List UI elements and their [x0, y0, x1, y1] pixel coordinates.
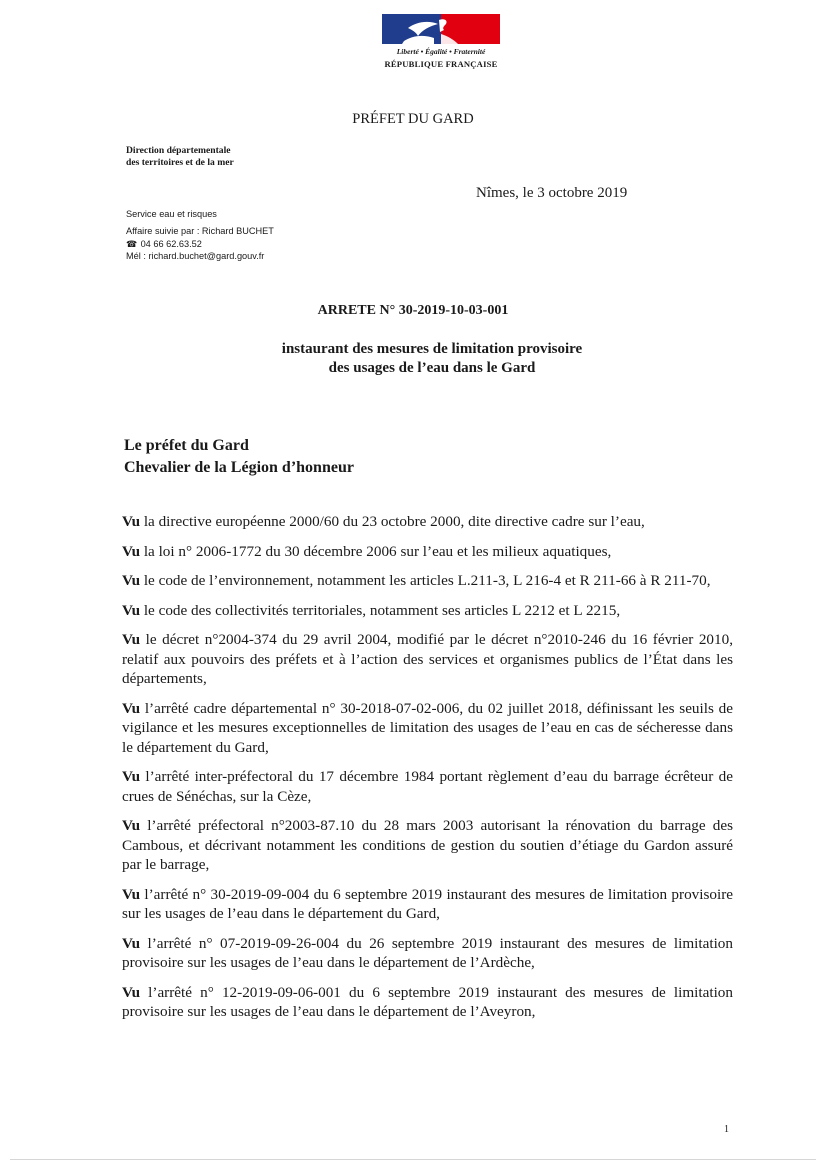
- motto: Liberté • Égalité • Fraternité: [396, 47, 486, 56]
- visa-paragraph: [122, 934, 733, 973]
- phone-line: [126, 238, 274, 250]
- visa-text: le décret n°2004-374 du 29 avril 2004, modifié par le décret n°2010-246 du 16 février 2010, relatif aux pouvoirs des préfets et à l’action des services et organismes publics de l’État dans les départements,: [122, 631, 733, 687]
- visa-vu: Vu: [122, 699, 141, 717]
- prefecture-title: PRÉFET DU GARD: [352, 111, 474, 127]
- visa-vu: Vu: [122, 768, 141, 785]
- visa-text: l’arrêté préfectoral n°2003-87.10 du 28 mars 2003 autorisant la rénovation du barrage des Cambous, et décrivant notamment les conditions de gestion du soutien d’étiage du Gardon assuré par le barrage,: [122, 817, 733, 873]
- visa-paragraph: [122, 571, 733, 591]
- visa-paragraph: [122, 601, 733, 621]
- authority-line2: Chevalier de la Légion d’honneur: [124, 459, 354, 476]
- visa-vu: Vu: [122, 934, 141, 952]
- direction-line1: Direction départementale: [126, 145, 231, 156]
- visa-text: l’arrêté cadre départemental n° 30-2018-07-02-006, du 02 juillet 2018, définissant les seuils de vigilance et les mesures exceptionnelles de limitation des usages de l’eau en cas de sécheresse dans le département du Gard,: [122, 699, 733, 756]
- visa-paragraph: [122, 630, 733, 689]
- visa-text: le code des collectivités territoriales, notamment ses articles L 2212 et L 2215,: [140, 601, 621, 619]
- visa-text: l’arrêté inter-préfectoral du 17 décembre 1984 portant règlement d’eau du barrage écrêteur de crues de Sénéchas, sur la Cèze,: [122, 768, 733, 805]
- phone-number: 04 66 62.63.52: [140, 238, 202, 249]
- visa-paragraph: [122, 885, 733, 924]
- contact-block: [126, 208, 274, 262]
- affaire-suivie: Affaire suivie par : Richard BUCHET: [126, 226, 274, 237]
- arrete-number: ARRETE N° 30-2019-10-03-001: [317, 303, 509, 318]
- visa-paragraph: [122, 699, 733, 758]
- service-name: Service eau et risques: [126, 209, 217, 219]
- arrete-title-line2: des usages de l’eau dans le Gard: [328, 360, 536, 376]
- telephone-icon: ☎: [126, 238, 138, 249]
- visa-text: l’arrêté n° 12-2019-09-06-001 du 6 septembre 2019 instaurant des mesures de limitation provisoire sur les usages de l’eau dans le département de l’Aveyron,: [122, 983, 733, 1020]
- visa-vu: Vu: [122, 885, 141, 903]
- visa-paragraph: [122, 512, 733, 532]
- authority-block: [124, 435, 354, 479]
- visa-vu: Vu: [122, 542, 141, 560]
- marianne-logo-icon: [382, 14, 500, 44]
- visa-text: l’arrêté n° 30-2019-09-004 du 6 septembre 2019 instaurant des mesures de limitation provisoire sur les usages de l’eau dans le département du Gard,: [122, 885, 733, 922]
- visa-vu: Vu: [122, 631, 141, 648]
- visa-vu: Vu: [122, 983, 141, 1001]
- visas-list: [122, 512, 733, 1032]
- republique-francaise-logo: [380, 14, 502, 69]
- visa-paragraph: [122, 767, 733, 806]
- direction-line2: des territoires et de la mer: [126, 157, 234, 168]
- arrete-title: [0, 340, 826, 378]
- document-date: Nîmes, le 3 octobre 2019: [476, 185, 628, 201]
- visa-paragraph: [122, 542, 733, 562]
- direction-block: [126, 145, 234, 169]
- visa-text: la loi n° 2006-1772 du 30 décembre 2006 sur l’eau et les milieux aquatiques,: [140, 542, 612, 560]
- visa-vu: Vu: [122, 601, 141, 619]
- visa-text: le code de l’environnement, notamment les articles L.211-3, L 216-4 et R 211-66 à R 211-70,: [140, 572, 711, 589]
- visa-text: l’arrêté n° 07-2019-09-26-004 du 26 septembre 2019 instaurant des mesures de limitation provisoire sur les usages de l’eau dans le département de l’Ardèche,: [122, 934, 733, 971]
- visa-paragraph: [122, 816, 733, 875]
- authority-line1: Le préfet du Gard: [124, 437, 249, 454]
- arrete-title-line1: instaurant des mesures de limitation provisoire: [281, 341, 583, 357]
- page-number: 1: [724, 1124, 729, 1135]
- visa-paragraph: [122, 983, 733, 1022]
- visa-vu: Vu: [122, 817, 141, 834]
- visa-vu: Vu: [122, 572, 141, 589]
- visa-text: la directive européenne 2000/60 du 23 octobre 2000, dite directive cadre sur l’eau,: [140, 513, 645, 530]
- page-bottom-edge: [10, 1159, 816, 1160]
- email-line: Mél : richard.buchet@gard.gouv.fr: [126, 250, 265, 261]
- visa-vu: Vu: [122, 513, 141, 530]
- republique-francaise: RÉPUBLIQUE FRANÇAISE: [384, 59, 498, 69]
